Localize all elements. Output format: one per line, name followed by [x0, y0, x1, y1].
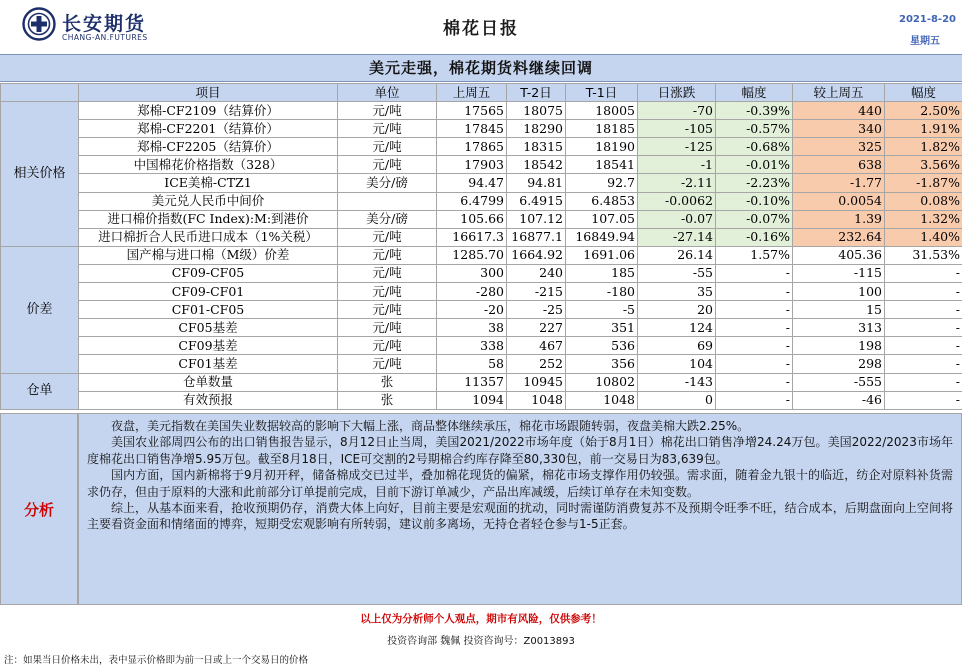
analysis-label: 分析	[0, 413, 78, 605]
cell-t2: 18290	[507, 120, 566, 138]
cell-vs-pct: -	[885, 373, 962, 391]
cell-t2: 94.81	[507, 174, 566, 192]
cell-t2: 107.12	[507, 210, 566, 228]
row-unit: 元/吨	[338, 120, 437, 138]
cell-t1: 92.7	[566, 174, 638, 192]
cell-t1: 10802	[566, 373, 638, 391]
cell-vs-fri: 405.36	[793, 246, 885, 264]
cell-last-fri: 6.4799	[437, 192, 507, 210]
table-row	[1, 210, 962, 228]
cell-chg: 20	[638, 301, 716, 319]
cell-last-fri: -20	[437, 301, 507, 319]
row-unit: 元/吨	[338, 283, 437, 301]
cell-t1: -180	[566, 283, 638, 301]
row-item-name: 郑棉-CF2109（结算价）	[79, 102, 338, 120]
report-header	[0, 0, 962, 52]
row-unit: 元/吨	[338, 156, 437, 174]
row-item-name: CF01-CF05	[79, 301, 338, 319]
cell-chg: -27.14	[638, 228, 716, 246]
analysis-text	[78, 413, 962, 605]
logo-english-name: CHANG-AN.FUTURES	[62, 33, 148, 42]
row-item-name: 进口棉价指数(FC Index):M:到港价	[79, 210, 338, 228]
cell-chg: 26.14	[638, 246, 716, 264]
analysis-paragraph: 综上，从基本面来看，抢收预期仍存，消费大体上向好，目前主要是宏观面的扰动，同时需谨防消费复苏不及预期令旺季不旺，结合成本，后期盘面向上空间将主要看资金面和情绪面的博弈，短期受宏观影响有所转弱，建议前多离场，无持仓者轻仓参与1-5正套。	[87, 501, 953, 532]
cell-pct: -	[716, 301, 793, 319]
cell-pct: -0.57%	[716, 120, 793, 138]
column-header: 上周五	[437, 84, 507, 102]
cell-last-fri: 58	[437, 355, 507, 373]
cell-chg: -105	[638, 120, 716, 138]
row-group-label: 仓单	[1, 373, 79, 409]
cell-vs-fri: 1.39	[793, 210, 885, 228]
cell-chg: -0.0062	[638, 192, 716, 210]
cell-t2: -215	[507, 283, 566, 301]
cell-vs-fri: -1.77	[793, 174, 885, 192]
row-unit: 张	[338, 373, 437, 391]
cell-t1: 536	[566, 337, 638, 355]
cell-pct: 1.57%	[716, 246, 793, 264]
row-unit: 元/吨	[338, 102, 437, 120]
row-unit: 美分/磅	[338, 174, 437, 192]
cell-vs-pct: 2.50%	[885, 102, 962, 120]
row-item-name: CF01基差	[79, 355, 338, 373]
cell-t2: 18075	[507, 102, 566, 120]
cell-chg: 35	[638, 283, 716, 301]
cell-last-fri: 17845	[437, 120, 507, 138]
table-row	[1, 120, 962, 138]
row-item-name: 郑棉-CF2205（结算价）	[79, 138, 338, 156]
cell-pct: -	[716, 264, 793, 282]
cell-last-fri: 16617.3	[437, 228, 507, 246]
column-header: 项目	[79, 84, 338, 102]
risk-disclaimer: 以上仅为分析师个人观点，期市有风险，仅供参考！	[360, 613, 602, 625]
row-group-label: 价差	[1, 246, 79, 373]
cell-vs-pct: 1.91%	[885, 120, 962, 138]
cell-pct: -2.23%	[716, 174, 793, 192]
table-row	[1, 174, 962, 192]
cell-pct: -	[716, 283, 793, 301]
cell-pct: -	[716, 337, 793, 355]
cell-vs-fri: -115	[793, 264, 885, 282]
column-header: 幅度	[716, 84, 793, 102]
cell-pct: -0.68%	[716, 138, 793, 156]
cell-last-fri: 11357	[437, 373, 507, 391]
row-item-name: 郑棉-CF2201（结算价）	[79, 120, 338, 138]
row-item-name: 仓单数量	[79, 373, 338, 391]
cell-vs-fri: 325	[793, 138, 885, 156]
table-row	[1, 301, 962, 319]
row-item-name: CF09基差	[79, 337, 338, 355]
row-unit: 元/吨	[338, 264, 437, 282]
cell-vs-pct: -	[885, 337, 962, 355]
cell-vs-fri: 15	[793, 301, 885, 319]
row-item-name: CF09-CF05	[79, 264, 338, 282]
table-row	[1, 138, 962, 156]
cell-pct: -	[716, 373, 793, 391]
cell-pct: -0.10%	[716, 192, 793, 210]
row-unit: 元/吨	[338, 246, 437, 264]
analysis-paragraph: 夜盘，美元指数在美国失业数据较高的影响下大幅上涨，商品整体继续承压，棉花市场跟随转弱，夜盘美棉大跌2.25%。	[111, 419, 750, 433]
table-row	[1, 192, 962, 210]
table-row	[1, 283, 962, 301]
column-header: T-1日	[566, 84, 638, 102]
cell-t1: 1048	[566, 391, 638, 409]
cell-vs-pct: 1.32%	[885, 210, 962, 228]
table-row	[1, 355, 962, 373]
cell-chg: -1	[638, 156, 716, 174]
cell-vs-fri: 232.64	[793, 228, 885, 246]
table-row	[1, 246, 962, 264]
cell-vs-fri: -555	[793, 373, 885, 391]
column-header: 较上周五	[793, 84, 885, 102]
cell-t1: 185	[566, 264, 638, 282]
cell-t2: 1048	[507, 391, 566, 409]
table-row	[1, 391, 962, 409]
cell-vs-pct: -	[885, 264, 962, 282]
cell-last-fri: 17903	[437, 156, 507, 174]
cell-last-fri: 17865	[437, 138, 507, 156]
cell-last-fri: 105.66	[437, 210, 507, 228]
cell-vs-pct: -1.87%	[885, 174, 962, 192]
table-row	[1, 102, 962, 120]
cell-t2: 10945	[507, 373, 566, 391]
row-unit: 元/吨	[338, 301, 437, 319]
cell-vs-pct: -	[885, 391, 962, 409]
cell-last-fri: -280	[437, 283, 507, 301]
row-unit: 张	[338, 391, 437, 409]
cell-chg: 69	[638, 337, 716, 355]
cell-last-fri: 94.47	[437, 174, 507, 192]
cell-chg: -0.07	[638, 210, 716, 228]
row-unit: 元/吨	[338, 355, 437, 373]
cell-chg: -2.11	[638, 174, 716, 192]
row-item-name: CF05基差	[79, 319, 338, 337]
cell-last-fri: 38	[437, 319, 507, 337]
consultant-info: 投资咨询部 魏佩 投资咨询号：Z0013893	[387, 636, 575, 647]
table-row	[1, 228, 962, 246]
cell-pct: -0.01%	[716, 156, 793, 174]
report-title: 棉花日报	[443, 19, 519, 39]
row-unit: 元/吨	[338, 138, 437, 156]
cell-t2: 252	[507, 355, 566, 373]
cell-vs-fri: -46	[793, 391, 885, 409]
cell-t1: 18541	[566, 156, 638, 174]
column-header: 日涨跌	[638, 84, 716, 102]
cell-last-fri: 338	[437, 337, 507, 355]
cell-pct: -	[716, 355, 793, 373]
cell-t2: 240	[507, 264, 566, 282]
cell-chg: 0	[638, 391, 716, 409]
cell-vs-pct: -	[885, 283, 962, 301]
cell-chg: 104	[638, 355, 716, 373]
analysis-paragraph: 美国农业部周四公布的出口销售报告显示，8月12日止当周，美国2021/2022市场年度（始于8月1日）棉花出口销售净增24.24万包。美国2022/2023市场年度棉花出口销售净增5.95万包。截至8月18日，ICE可交割的2号期棉合约库存降至80,330包，前一交易日为83,639包。	[87, 435, 953, 466]
cell-vs-pct: 1.82%	[885, 138, 962, 156]
cell-t1: -5	[566, 301, 638, 319]
cell-t2: 1664.92	[507, 246, 566, 264]
data-table	[0, 83, 962, 410]
cell-vs-fri: 298	[793, 355, 885, 373]
cell-t2: 18542	[507, 156, 566, 174]
row-unit: 元/吨	[338, 228, 437, 246]
cell-t2: 18315	[507, 138, 566, 156]
row-unit	[338, 192, 437, 210]
column-header: T-2日	[507, 84, 566, 102]
cell-pct: -0.16%	[716, 228, 793, 246]
table-row	[1, 264, 962, 282]
cell-vs-pct: -	[885, 301, 962, 319]
column-header-category	[1, 84, 79, 102]
cell-chg: -55	[638, 264, 716, 282]
row-group-label: 相关价格	[1, 102, 79, 247]
cell-vs-fri: 198	[793, 337, 885, 355]
cell-vs-pct: 31.53%	[885, 246, 962, 264]
analysis-paragraph: 国内方面，国内新棉将于9月初开秤，储备棉成交已过半，叠加棉花现货的偏紧，棉花市场支撑作用仍较强。需求面，随着金九银十的临近，纺企对原料补货需求仍存，但由于原料的大涨和此前部分订单提前完成，目前下游订单减少，产品出库减缓，后续订单存在未知变数。	[87, 468, 953, 499]
cell-vs-fri: 100	[793, 283, 885, 301]
cell-pct: -	[716, 319, 793, 337]
cell-vs-pct: 1.40%	[885, 228, 962, 246]
cell-t2: 227	[507, 319, 566, 337]
row-unit: 元/吨	[338, 319, 437, 337]
cell-t1: 18190	[566, 138, 638, 156]
cell-vs-fri: 0.0054	[793, 192, 885, 210]
row-unit: 元/吨	[338, 337, 437, 355]
row-item-name: CF09-CF01	[79, 283, 338, 301]
cell-vs-fri: 313	[793, 319, 885, 337]
cell-pct: -0.07%	[716, 210, 793, 228]
cell-t1: 356	[566, 355, 638, 373]
row-item-name: 进口棉折合人民币进口成本（1%关税）	[79, 228, 338, 246]
footnote: 注：如果当日价格未出，表中显示价格即为前一日或上一个交易日的价格	[4, 655, 309, 666]
cell-t1: 1691.06	[566, 246, 638, 264]
row-unit: 美分/磅	[338, 210, 437, 228]
cell-t1: 18185	[566, 120, 638, 138]
cell-t2: 6.4915	[507, 192, 566, 210]
headline-banner: 美元走强，棉花期货料继续回调	[0, 54, 962, 82]
cell-last-fri: 1285.70	[437, 246, 507, 264]
column-header: 幅度	[885, 84, 962, 102]
cell-pct: -	[716, 391, 793, 409]
cell-last-fri: 300	[437, 264, 507, 282]
cell-chg: -143	[638, 373, 716, 391]
row-item-name: 有效预报	[79, 391, 338, 409]
cell-chg: -70	[638, 102, 716, 120]
cell-t2: -25	[507, 301, 566, 319]
cell-vs-pct: 3.56%	[885, 156, 962, 174]
table-header-row	[1, 84, 962, 102]
cell-vs-pct: -	[885, 319, 962, 337]
cell-vs-fri: 340	[793, 120, 885, 138]
table-row	[1, 337, 962, 355]
logo-chinese-name: 长安期货	[62, 13, 147, 35]
cell-chg: -125	[638, 138, 716, 156]
report-weekday: 星期五	[910, 36, 940, 47]
cell-chg: 124	[638, 319, 716, 337]
cell-t2: 16877.1	[507, 228, 566, 246]
row-item-name: ICE美棉-CTZ1	[79, 174, 338, 192]
table-row	[1, 319, 962, 337]
cell-pct: -0.39%	[716, 102, 793, 120]
cell-t1: 16849.94	[566, 228, 638, 246]
cell-last-fri: 1094	[437, 391, 507, 409]
table-row	[1, 373, 962, 391]
cell-t1: 351	[566, 319, 638, 337]
cell-vs-fri: 440	[793, 102, 885, 120]
row-item-name: 国产棉与进口棉（M级）价差	[79, 246, 338, 264]
cell-t1: 107.05	[566, 210, 638, 228]
cell-t2: 467	[507, 337, 566, 355]
cell-vs-pct: 0.08%	[885, 192, 962, 210]
cell-t1: 6.4853	[566, 192, 638, 210]
cell-t1: 18005	[566, 102, 638, 120]
cell-vs-pct: -	[885, 355, 962, 373]
column-header: 单位	[338, 84, 437, 102]
report-date: 2021-8-20	[898, 14, 956, 25]
cell-last-fri: 17565	[437, 102, 507, 120]
row-item-name: 中国棉花价格指数（328）	[79, 156, 338, 174]
table-row	[1, 156, 962, 174]
row-item-name: 美元兑人民币中间价	[79, 192, 338, 210]
cell-vs-fri: 638	[793, 156, 885, 174]
